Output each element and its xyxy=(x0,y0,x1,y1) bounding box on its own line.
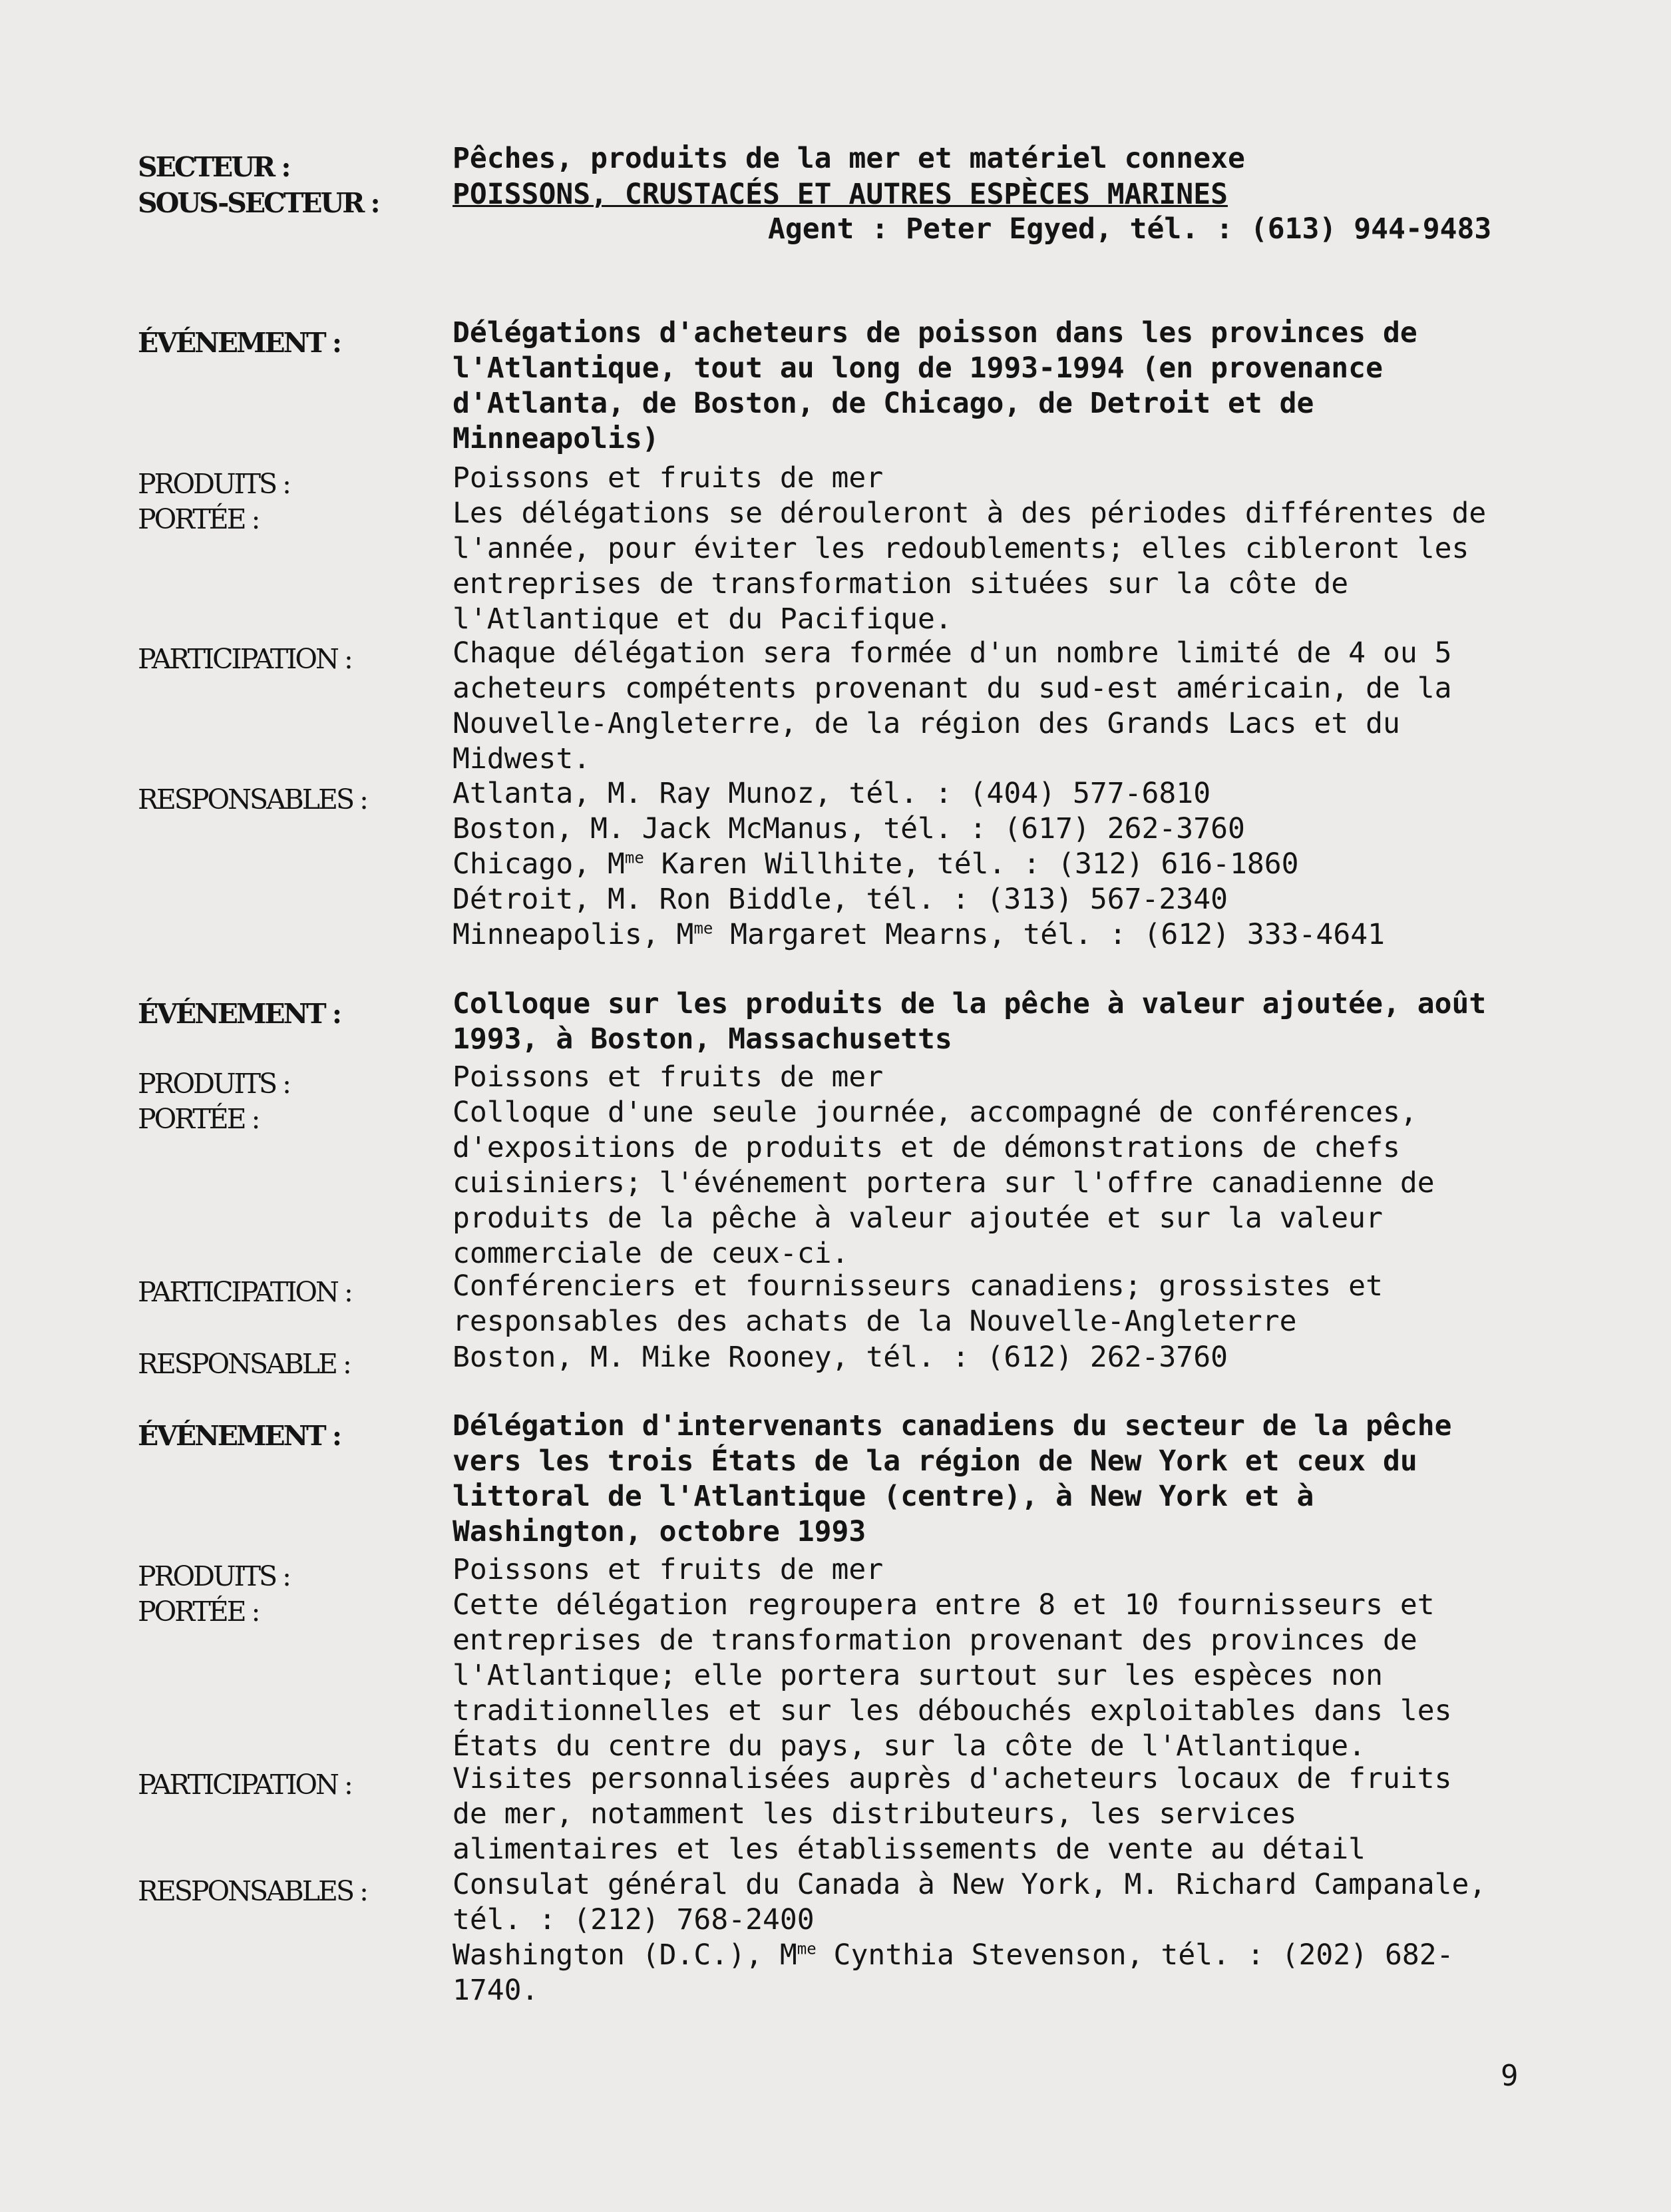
event2-produits-label: PRODUITS : xyxy=(138,1068,289,1100)
event2-participation-line: Conférenciers et fournisseurs canadiens; grossistes et xyxy=(453,1269,1383,1303)
event2-evenement-label: ÉVÉNEMENT : xyxy=(138,998,341,1030)
contact-line: 1740. xyxy=(453,1974,539,2007)
event2-responsable-label: RESPONSABLE : xyxy=(138,1348,350,1380)
event1-responsables xyxy=(453,776,1517,953)
event1-produits: Poissons et fruits de mer xyxy=(453,461,884,495)
contact-line: Détroit, M. Ron Biddle, tél. : (313) 567-2340 xyxy=(453,883,1228,916)
event1-participation-line: Chaque délégation sera formée d'un nombre limité de 4 ou 5 xyxy=(453,636,1452,670)
event2-produits: Poissons et fruits de mer xyxy=(453,1060,884,1094)
event1-produits-label: PRODUITS : xyxy=(138,468,289,500)
event1-participation-label: PARTICIPATION : xyxy=(138,643,351,675)
secteur-label: SECTEUR : xyxy=(138,151,289,183)
event1-participation-line: Nouvelle-Angleterre, de la région des Grands Lacs et du xyxy=(453,707,1400,740)
event1-evenement-label: ÉVÉNEMENT : xyxy=(138,327,341,359)
secteur-value: Pêches, produits de la mer et matériel connexe xyxy=(453,142,1245,175)
event1-portee-line: entreprises de transformation situées sur la côte de xyxy=(453,567,1349,600)
event1-evenement xyxy=(453,316,1517,457)
event2-portee-line: cuisiniers; l'événement portera sur l'offre canadienne de xyxy=(453,1166,1435,1200)
event2-portee-line: d'expositions de produits et de démonstrations de chefs xyxy=(453,1131,1400,1164)
event3-portee xyxy=(453,1588,1517,1764)
event2-portee xyxy=(453,1095,1517,1271)
event3-responsables-label: RESPONSABLES : xyxy=(138,1875,367,1907)
event3-portee-line: entreprises de transformation provenant des provinces de xyxy=(453,1624,1417,1657)
contact-line: Consulat général du Canada à New York, M. Richard Campanale, xyxy=(453,1868,1487,1901)
event2-evenement-line: 1993, à Boston, Massachusetts xyxy=(453,1022,952,1056)
event3-participation-line: Visites personnalisées auprès d'acheteurs locaux de fruits xyxy=(453,1762,1452,1795)
contact-line: Minneapolis, $M^{me}$ Margaret Mearns, tél. : (612) 333-4641 xyxy=(453,918,1385,951)
event2-participation-label: PARTICIPATION : xyxy=(138,1276,351,1308)
page-number: 9 xyxy=(1501,2059,1519,2093)
event1-participation-line: Midwest. xyxy=(453,742,591,775)
event3-evenement-line: Délégation d'intervenants canadiens du secteur de la pêche xyxy=(453,1409,1452,1442)
event3-evenement-label: ÉVÉNEMENT : xyxy=(138,1420,341,1452)
event2-portee-line: produits de la pêche à valeur ajoutée et sur la valeur xyxy=(453,1202,1383,1235)
contact-line: Washington (D.C.), $M^{me}$ Cynthia Stevenson, tél. : (202) 682- xyxy=(453,1938,1454,1972)
event2-portee-label: PORTÉE : xyxy=(138,1103,259,1135)
event3-participation-line: de mer, notamment les distributeurs, les services xyxy=(453,1797,1297,1831)
event1-portee-label: PORTÉE : xyxy=(138,503,259,535)
event3-evenement-line: littoral de l'Atlantique (centre), à New York et à xyxy=(453,1480,1314,1513)
event3-portee-line: l'Atlantique; elle portera surtout sur les espèces non xyxy=(453,1659,1383,1692)
event1-participation xyxy=(453,636,1517,777)
agent-line: Agent : Peter Egyed, tél. : (613) 944-9483 xyxy=(768,212,1492,246)
event2-portee-line: commerciale de ceux-ci. xyxy=(453,1237,849,1270)
event3-evenement-line: vers les trois États de la région de New York et ceux du xyxy=(453,1444,1417,1478)
event1-portee xyxy=(453,496,1517,637)
event2-participation-line: responsables des achats de la Nouvelle-Angleterre xyxy=(453,1305,1297,1338)
event1-portee-line: l'Atlantique et du Pacifique. xyxy=(453,602,952,636)
event1-evenement-line: Délégations d'acheteurs de poisson dans les provinces de xyxy=(453,316,1417,349)
event3-participation-line: alimentaires et les établissements de vente au détail xyxy=(453,1833,1366,1866)
sous-secteur-value: POISSONS, CRUSTACÉS ET AUTRES ESPÈCES MARINES xyxy=(453,178,1228,211)
event1-responsables-label: RESPONSABLES : xyxy=(138,783,367,815)
event3-portee-line: États du centre du pays, sur la côte de l'Atlantique. xyxy=(453,1729,1366,1763)
event2-responsable: Boston, M. Mike Rooney, tél. : (612) 262-3760 xyxy=(453,1341,1228,1374)
event1-evenement-line: Minneapolis) xyxy=(453,422,659,455)
event1-portee-line: Les délégations se dérouleront à des périodes différentes de xyxy=(453,497,1487,530)
contact-line: Atlanta, M. Ray Munoz, tél. : (404) 577-6810 xyxy=(453,777,1211,810)
event3-produits: Poissons et fruits de mer xyxy=(453,1553,884,1586)
event2-participation xyxy=(453,1269,1517,1339)
event3-portee-line: Cette délégation regroupera entre 8 et 10 fournisseurs et xyxy=(453,1588,1435,1622)
sous-secteur-label: SOUS-SECTEUR : xyxy=(138,187,379,219)
event3-responsables xyxy=(453,1867,1517,2008)
event1-portee-line: l'année, pour éviter les redoublements; elles cibleront les xyxy=(453,532,1469,565)
event1-evenement-line: l'Atlantique, tout au long de 1993-1994 (en provenance xyxy=(453,351,1383,385)
event2-evenement-line: Colloque sur les produits de la pêche à valeur ajoutée, août xyxy=(453,987,1487,1020)
event3-evenement xyxy=(453,1409,1517,1550)
contact-line: tél. : (212) 768-2400 xyxy=(453,1903,815,1936)
event1-evenement-line: d'Atlanta, de Boston, de Chicago, de Detroit et de xyxy=(453,387,1314,420)
event3-portee-label: PORTÉE : xyxy=(138,1596,259,1628)
event3-portee-line: traditionnelles et sur les débouchés exploitables dans les xyxy=(453,1694,1452,1727)
event2-evenement xyxy=(453,987,1517,1057)
event3-produits-label: PRODUITS : xyxy=(138,1560,289,1592)
event3-participation xyxy=(453,1761,1517,1867)
contact-line: Boston, M. Jack McManus, tél. : (617) 262-3760 xyxy=(453,812,1245,845)
contact-line: Chicago, $M^{me}$ Karen Willhite, tél. : (312) 616-1860 xyxy=(453,847,1299,881)
event1-participation-line: acheteurs compétents provenant du sud-est américain, de la xyxy=(453,672,1452,705)
event2-portee-line: Colloque d'une seule journée, accompagné de conférences, xyxy=(453,1096,1417,1129)
event3-participation-label: PARTICIPATION : xyxy=(138,1769,351,1801)
event3-evenement-line: Washington, octobre 1993 xyxy=(453,1515,866,1548)
